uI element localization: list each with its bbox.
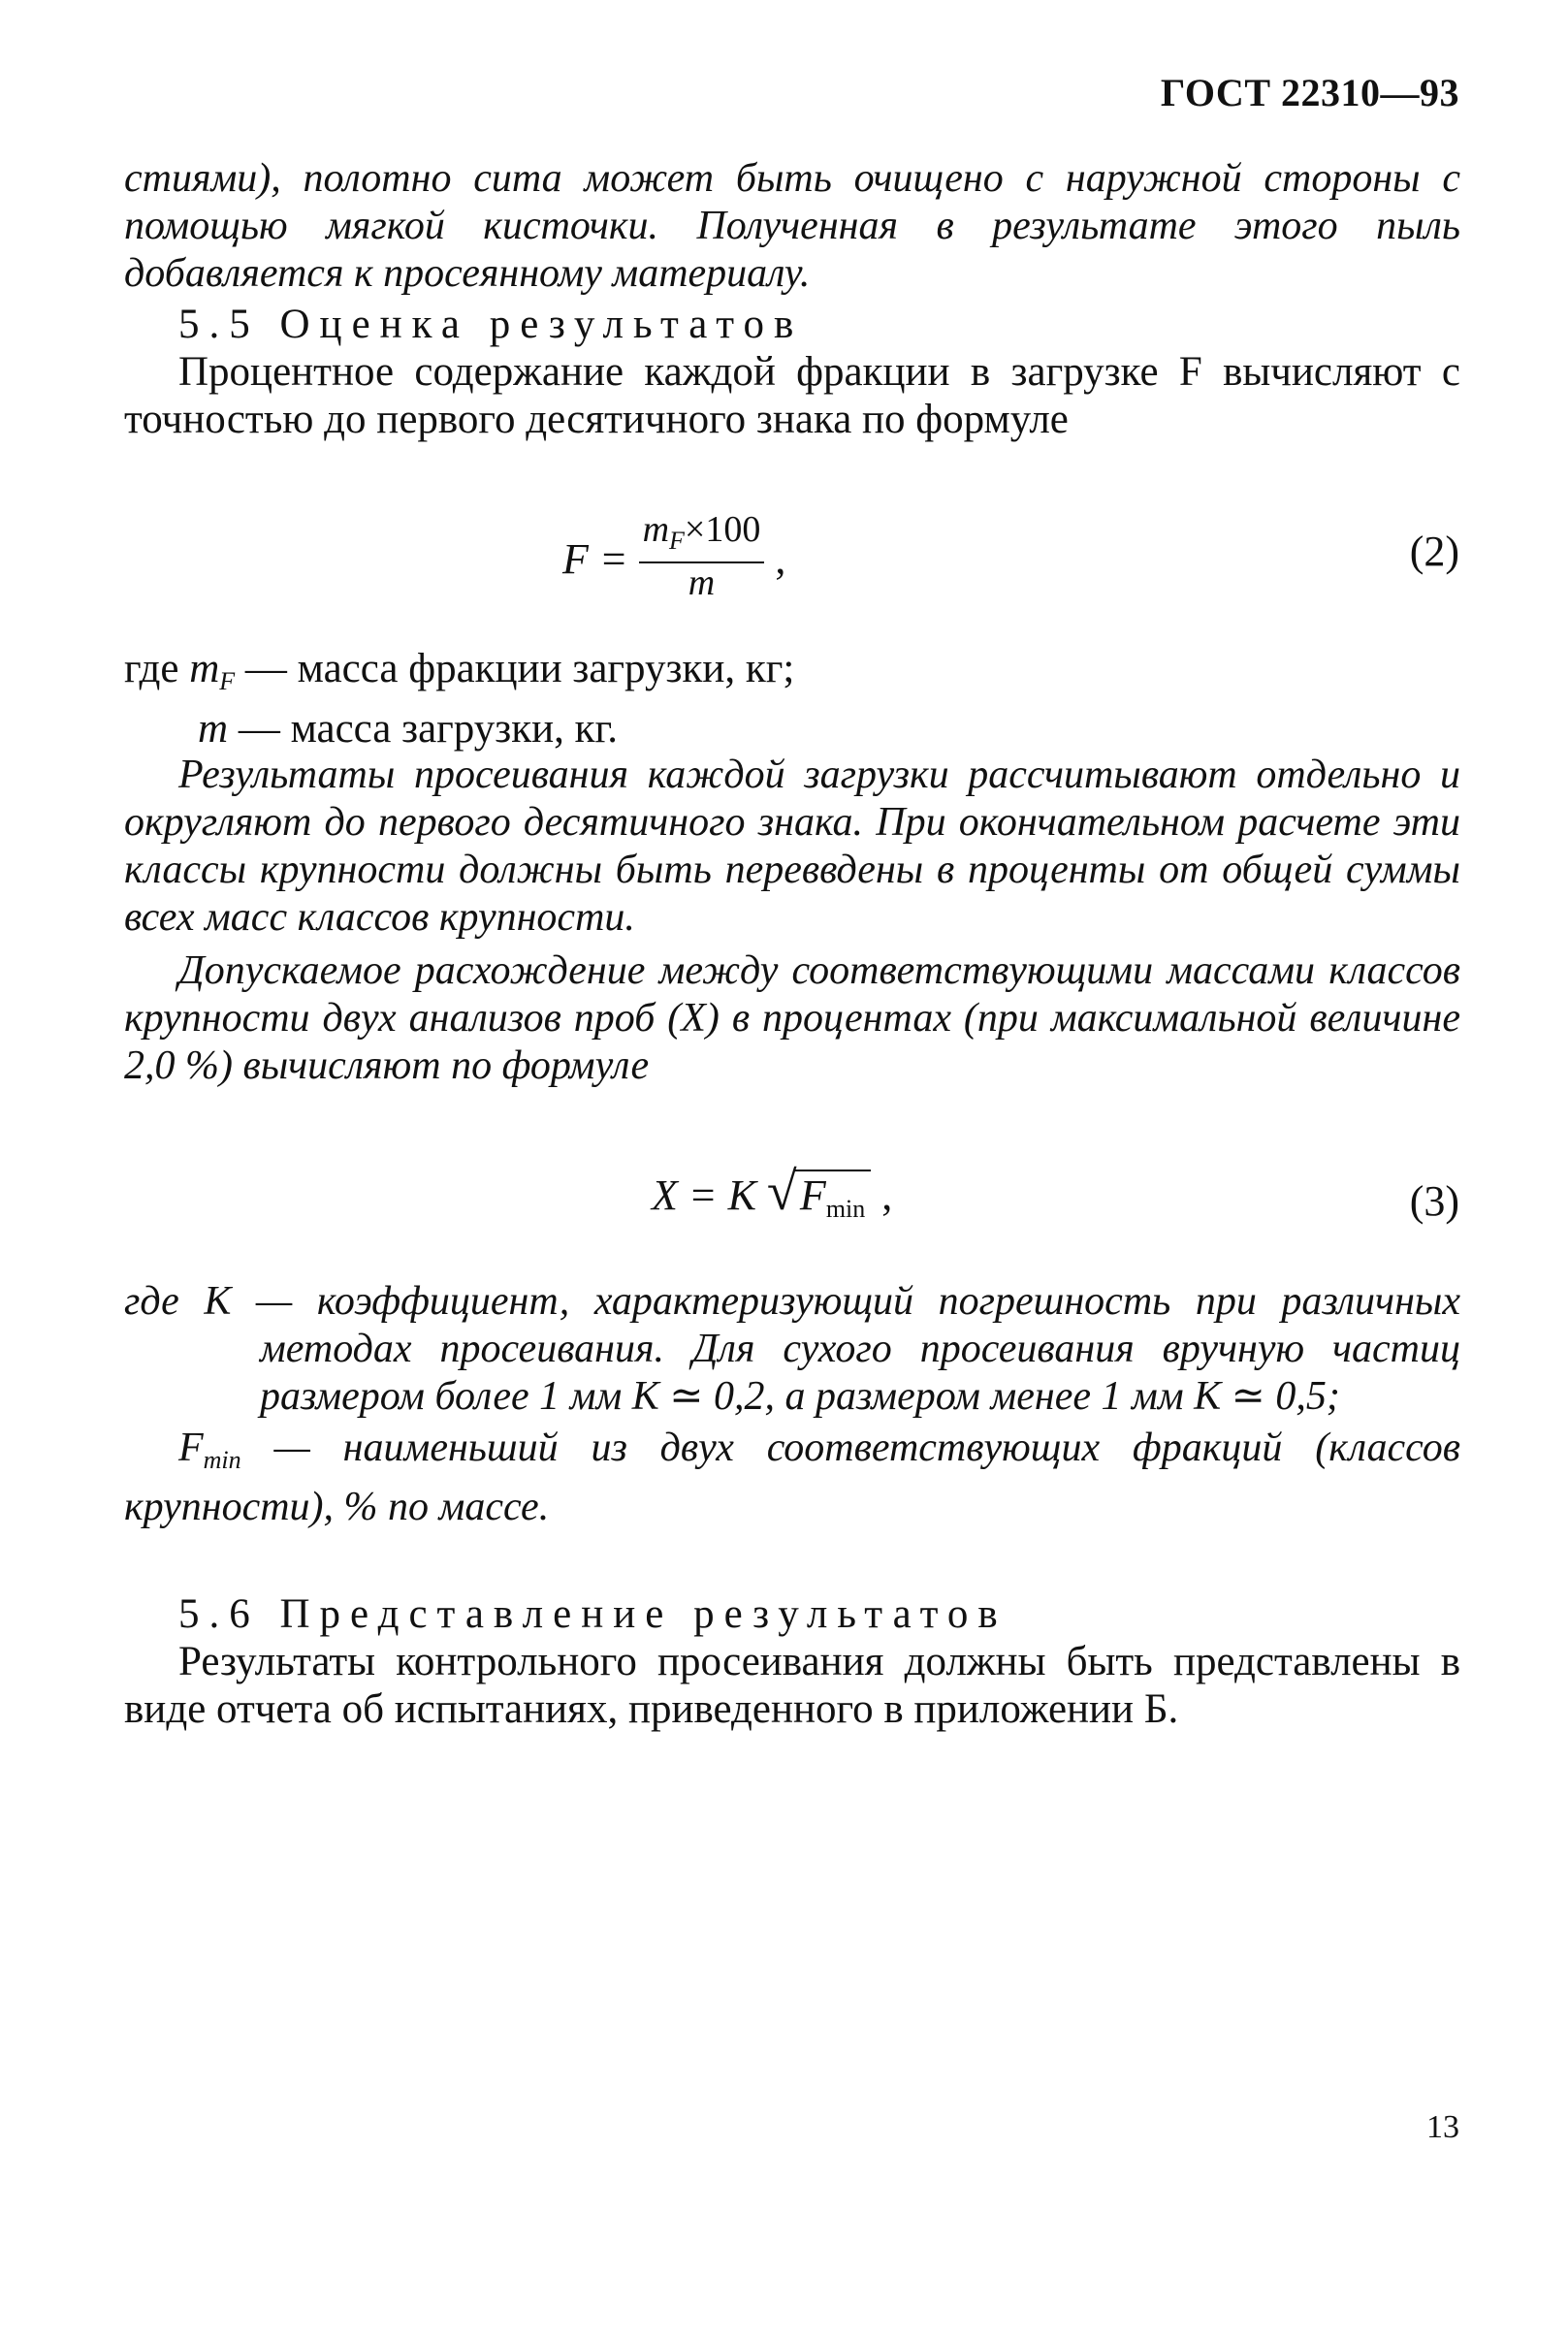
where-3-f-text: — наименьший из двух соответствующих фракций (классов крупности), % по массе. bbox=[124, 1426, 1460, 1529]
formula-3-tail: , bbox=[881, 1171, 893, 1219]
section-5-6-text: Результаты контрольного просеивания должны быть представлены в виде отчета об испытаниях, приведенного в приложении Б. bbox=[124, 1639, 1460, 1732]
page-number: 13 bbox=[1426, 2109, 1459, 2145]
formula-3-number: (3) bbox=[1409, 1177, 1459, 1225]
where-3-block bbox=[124, 1278, 1460, 1531]
where-2-row-2 bbox=[124, 705, 1460, 753]
formula-2 bbox=[562, 509, 786, 610]
allowed-paragraph: Допускаемое расхождение между соответствующими массами классов крупности двух анализов проб (X) в процентах (при максимальной величине 2,0 %) вычисляют по формуле bbox=[124, 948, 1460, 1088]
section-5-6-heading: 5.6 Представление результатов bbox=[178, 1591, 1008, 1637]
sqrt-sign-icon: √ bbox=[766, 1162, 797, 1222]
where-2-def2: — масса загрузки, кг. bbox=[238, 706, 619, 752]
formula-2-number: (2) bbox=[1409, 528, 1459, 575]
where-2-lead: где bbox=[124, 646, 179, 691]
where-3-f-sym: F bbox=[178, 1426, 204, 1470]
section-5-6 bbox=[124, 1590, 1460, 1733]
formula-3-radicand-sym: F bbox=[799, 1171, 826, 1219]
formula-2-tail: , bbox=[775, 535, 786, 584]
formula-2-denominator: m bbox=[688, 562, 716, 603]
section-5-5 bbox=[124, 301, 1460, 443]
formula-3-radicand bbox=[794, 1170, 871, 1223]
intro-paragraph-block bbox=[124, 155, 1460, 298]
formula-2-fraction bbox=[639, 509, 765, 602]
document-header-id: ГОСТ 22310—93 bbox=[1160, 71, 1459, 114]
where-3-f-sub: min bbox=[203, 1446, 241, 1474]
intro-italic-paragraph: стиями), полотно сита может быть очищено с наружной стороны с помощью мягкой кисточки. Полученная в результате этого пыль добавляется к просеянному материалу. bbox=[124, 156, 1460, 296]
results-paragraph: Результаты просеивания каждой загрузки рассчитывают отдельно и округляют до первого десятичного знака. При окончательном расчете эти классы крупности должны быть переввдены в проценты от общей суммы всех масс классов крупности. bbox=[124, 753, 1460, 940]
where-2-block bbox=[124, 645, 1460, 753]
where-3-k-definition: где K — коэффициент, характеризующий погрешность при различных методах просеивания. Для сухого просеивания вручную частиц размером более 1 мм K ≃ 0,2, а размером менее 1 мм K ≃ 0,5; bbox=[124, 1279, 1460, 1419]
formula-2-numerator-tail: ×100 bbox=[684, 509, 761, 550]
formula-3-line bbox=[0, 1159, 1568, 1246]
where-2-sym1-sub: F bbox=[219, 667, 236, 695]
where-2-sym1-letter: m bbox=[189, 646, 220, 691]
where-2-row-1 bbox=[124, 645, 1460, 705]
where-2-sym1 bbox=[189, 646, 236, 695]
results-block bbox=[124, 752, 1460, 1090]
formula-2-line bbox=[0, 509, 1568, 603]
section-5-5-text: Процентное содержание каждой фракции в загрузке F вычисляют с точностью до первого десятичного знака по формуле bbox=[124, 349, 1460, 442]
formula-2-numerator-sym: m bbox=[642, 509, 670, 550]
formula-3-radicand-sub: min bbox=[825, 1195, 866, 1223]
formula-3-sqrt bbox=[766, 1162, 871, 1224]
formula-3-lhs: X = K bbox=[652, 1171, 756, 1219]
where-2-def1: — масса фракции загрузки, кг; bbox=[244, 646, 795, 691]
where-3-f-definition bbox=[124, 1425, 1460, 1531]
formula-2-lhs: F = bbox=[562, 535, 628, 584]
formula-3 bbox=[652, 1162, 893, 1224]
formula-2-numerator-sub: F bbox=[669, 527, 685, 555]
section-5-5-heading: 5.5 Оценка результатов bbox=[178, 302, 804, 347]
formula-2-numerator bbox=[639, 509, 765, 563]
where-2-sym2: m bbox=[198, 706, 229, 752]
